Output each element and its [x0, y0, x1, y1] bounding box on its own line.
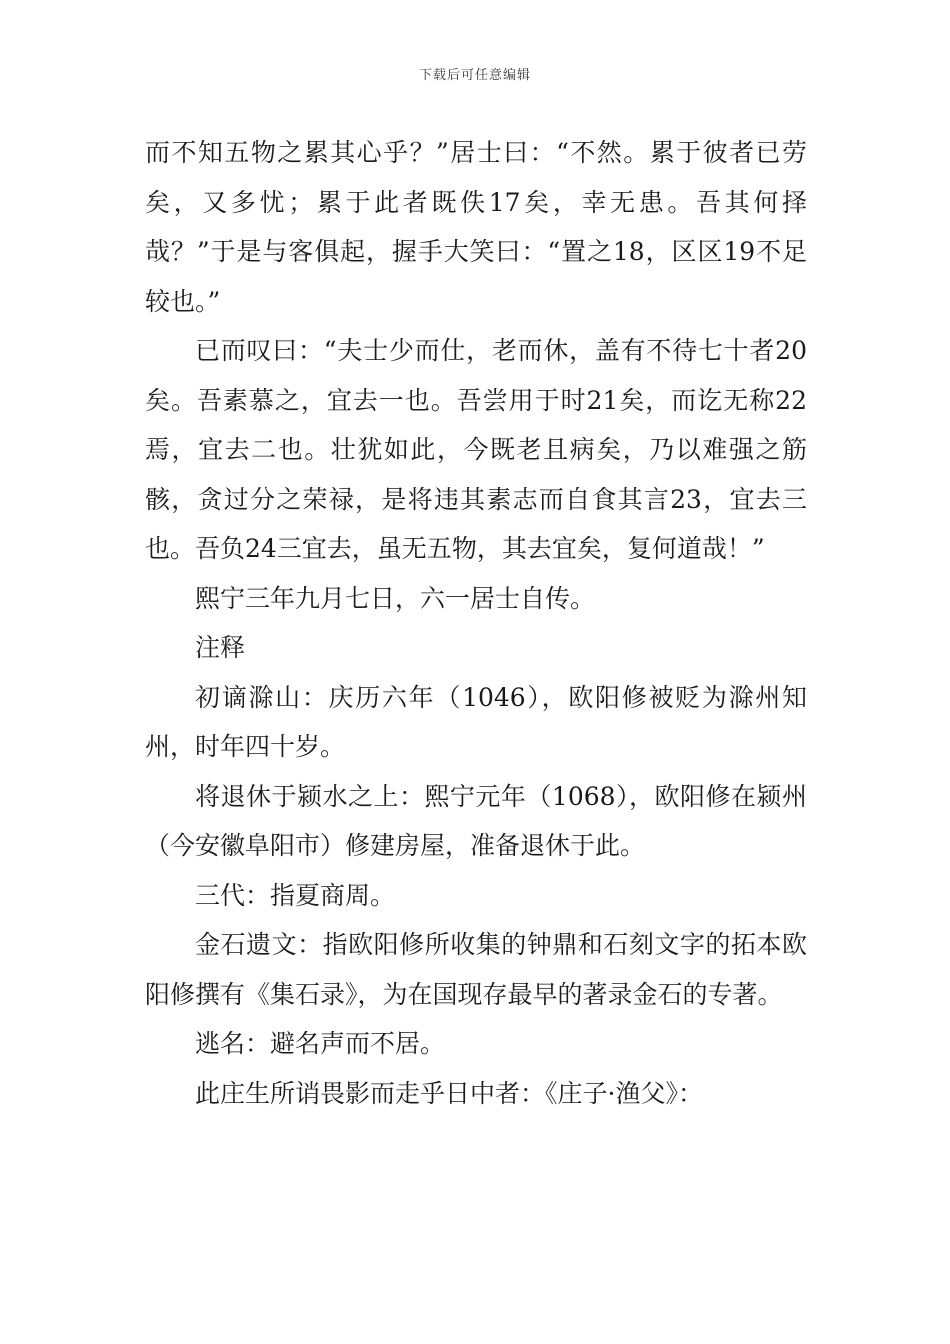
section-heading-notes: 注释: [195, 633, 246, 662]
paragraph-2: 已而叹曰：“夫士少而仕，老而休，盖有不待七十者20矣。吾素慕之，宜去一也。吾尝用于时21矣，而讫无称22焉，宜去二也。壮犹如此，今既老且病矣，乃以难强之筋骸，贪过分之荣禄，是将违其素志而自食其言23，宜去三也。吾负24三宜去，虽无五物，其去宜矣，复何道哉！”: [145, 336, 807, 563]
note-4: 金石遗文：指欧阳修所收集的钟鼎和石刻文字的拓本欧阳修撰有《集石录》，为在国现存最早的著录金石的专著。: [145, 930, 807, 1009]
note-1: 初谪滁山：庆历六年（1046），欧阳修被贬为滁州知州，时年四十岁。: [145, 682, 807, 761]
document-body: [145, 128, 807, 1118]
note-3: 三代：指夏商周。: [195, 880, 396, 910]
page-header: 下载后可任意编辑: [418, 68, 531, 83]
note-2: 将退休于颍水之上：熙宁元年（1068），欧阳修在颍州（今安徽阜阳市）修建房屋，准备退休于此。: [145, 781, 807, 860]
paragraph-3: 熙宁三年九月七日，六一居士自传。: [195, 583, 596, 613]
paragraph-1: 而不知五物之累其心乎？”居士曰：“不然。累于彼者已劳矣，又多忧；累于此者既佚17矣，幸无患。吾其何择哉？”于是与客俱起，握手大笑曰：“置之18，区区19不足较也。”: [145, 138, 807, 316]
note-5: 逃名：避名声而不居。: [195, 1029, 446, 1058]
note-6: 此庄生所诮畏影而走乎日中者：《庄子·渔父》：: [195, 1078, 703, 1108]
